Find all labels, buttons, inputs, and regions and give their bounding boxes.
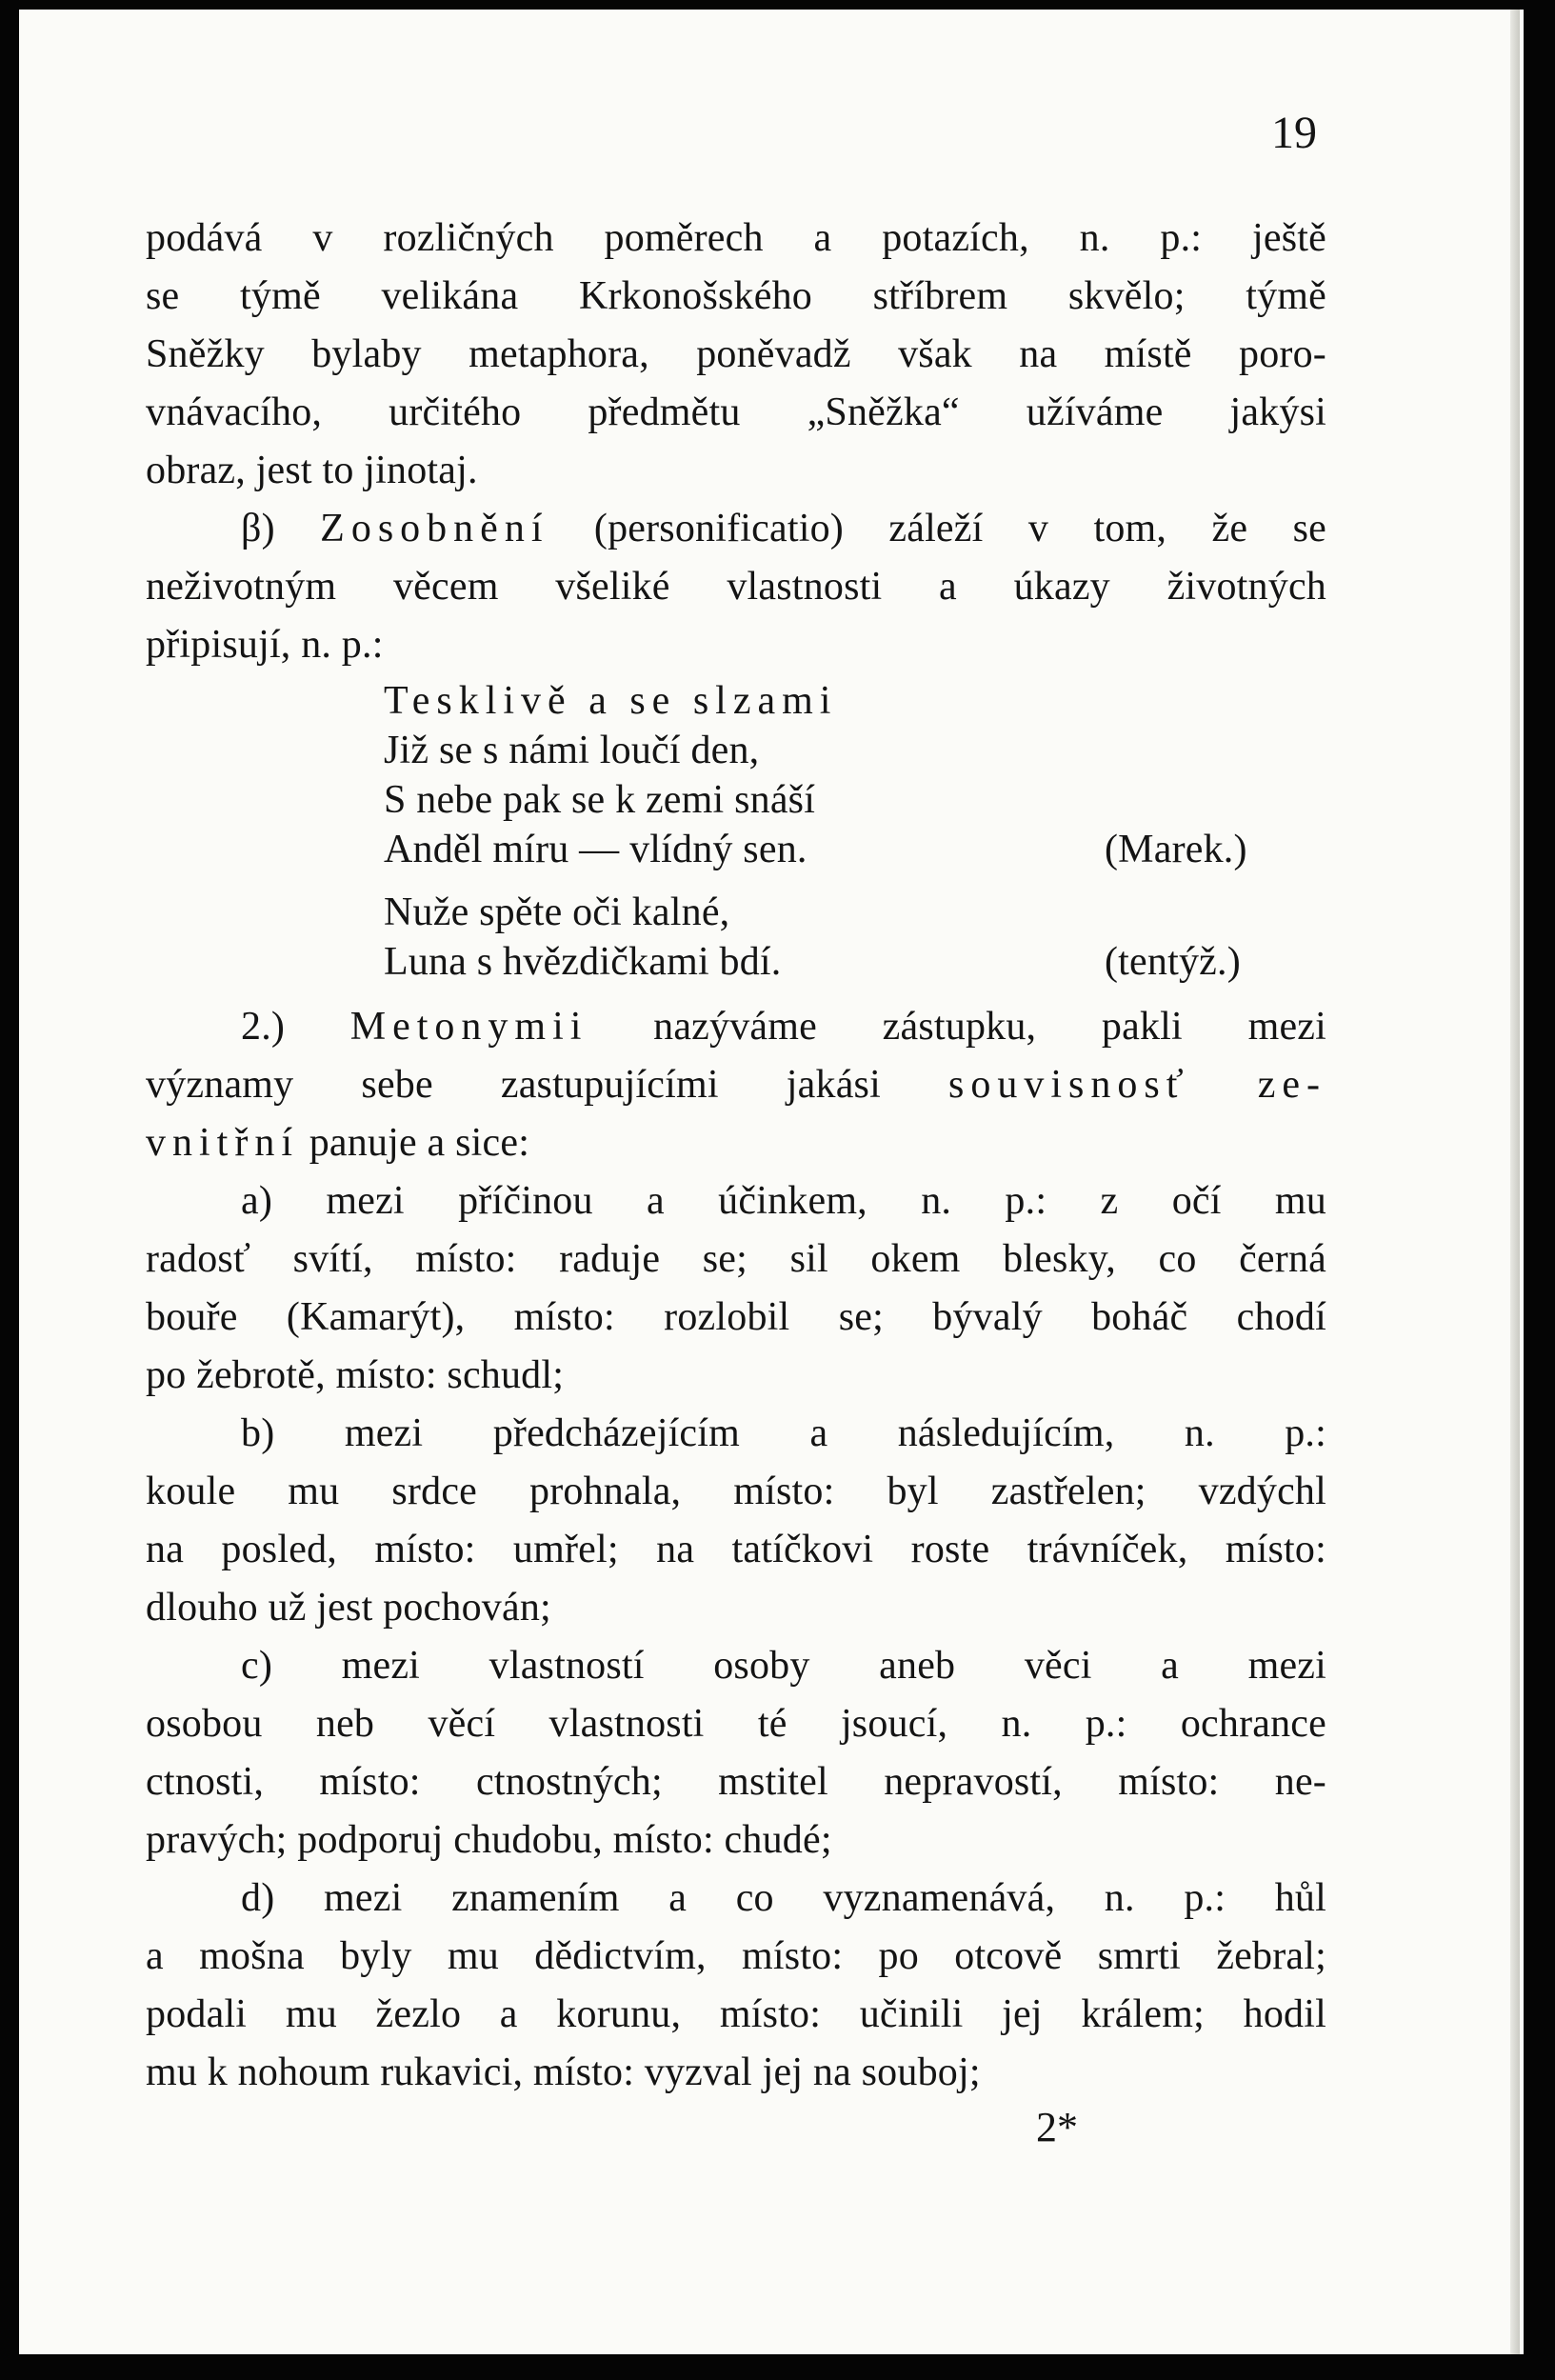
poem-text: Nuže spěte oči kalné, [384,890,730,934]
text-line: podává v rozličných poměrech a potazích, n. p.: ještě [146,216,1326,260]
text-line: osobou neb věcí vlastnosti té jsoucí, n. p.: ochrance [146,1702,1326,1746]
item-b [146,1405,1326,1637]
page-edge [1510,10,1520,2354]
section-number: 2.) [241,1005,286,1049]
term-metonymii: Metonymii [349,1005,588,1049]
text-line: se týmě velikána Krkonošského stříbrem skvělo; týmě [146,274,1326,318]
poem-text: Anděl míru — vlídný sen. [384,828,807,871]
text-line: neživotným věcem všeliké vlastnosti a úkazy životných [146,565,1326,609]
poem-line [384,888,1326,937]
text-segment: panuje a sice: [309,1121,530,1165]
text-segment: ze- [1257,1063,1326,1107]
text-line: a mošna byly mu dědictvím, místo: po otcově smrti žebral; [146,1934,1326,1978]
text-line: vnávacího, určitého předmětu „Sněžka“ užíváme jakýsi [146,390,1326,434]
text-line: po žebrotě, místo: schudl; [146,1353,565,1397]
text-segment: (personificatio) záleží v tom, že se [593,507,1326,550]
text-line: pravých; podporuj chudobu, místo: chudé; [146,1818,832,1862]
text-segment: významy sebe zastupujícími jakási [146,1063,881,1107]
item-c [146,1637,1326,1870]
intro-paragraph [146,210,1326,500]
poem-text: Tesklivě a se slzami [384,679,838,723]
text-line [146,1637,1326,1695]
item-label: d) [241,1876,275,1920]
text-line: mu k nohoum rukavici, místo: vyzval jej na souboj; [146,2050,981,2094]
text-segment: mezi znamením a co vyznamenává, n. p.: hůl [324,1876,1327,1920]
poem-attribution: (tentýž.) [1105,940,1241,984]
text-segment: mezi předcházejícím a následujícím, n. p.: [344,1411,1326,1455]
text-segment: mezi vlastností osoby aneb věci a mezi [341,1644,1326,1688]
item-label: b) [241,1411,275,1455]
text-line: připisují, n. p.: [146,623,384,667]
text-line [146,1056,1326,1114]
metonymy-paragraph [146,998,1326,1172]
page-body [146,210,1326,2102]
personification-paragraph [146,500,1326,674]
poem-line [384,775,1326,825]
item-d [146,1870,1326,2102]
text-line: obraz, jest to jinotaj. [146,449,478,492]
poem-line [384,825,1326,874]
item-label: c) [241,1644,273,1688]
poem-line [384,676,1326,726]
text-line [146,1114,1326,1172]
item-a [146,1172,1326,1405]
poem-quote [384,676,1326,987]
text-line: koule mu srdce prohnala, místo: byl zastřelen; vzdýchl [146,1470,1326,1513]
text-segment: mezi příčinou a účinkem, n. p.: z očí mu [326,1179,1326,1223]
text-line [146,500,1326,558]
poem-line [384,937,1326,987]
page-number: 19 [1271,108,1317,158]
item-label: a) [241,1179,273,1223]
text-line: ctnosti, místo: ctnostných; mstitel nepravostí, místo: ne- [146,1760,1326,1804]
poem-text: Luna s hvězdičkami bdí. [384,940,782,984]
term-vnitrni: vnitřní [146,1121,299,1165]
text-line: Sněžky bylaby metaphora, poněvadž však na místě poro- [146,332,1326,376]
text-line: dlouho už jest pochován; [146,1586,551,1630]
text-line: bouře (Kamarýt), místo: rozlobil se; bývalý boháč chodí [146,1295,1326,1339]
poem-text: Již se s námi loučí den, [384,729,760,772]
poem-text: S nebe pak se k zemi snáší [384,778,816,822]
text-line [146,1405,1326,1463]
term-zosobneni: Zosobnění [320,507,549,550]
text-line: podali mu žezlo a korunu, místo: učinili jej králem; hodil [146,1992,1326,2036]
text-line: radosť svítí, místo: raduje se; sil okem blesky, co černá [146,1237,1326,1281]
term-souvisnost: souvisnosť [948,1063,1190,1107]
text-line: na posled, místo: umřel; na tatíčkovi roste trávníček, místo: [146,1528,1326,1571]
poem-line [384,726,1326,775]
text-line [146,998,1326,1056]
text-segment: nazýváme zástupku, pakli mezi [653,1005,1327,1049]
text-line [146,1172,1326,1230]
signature-mark: 2* [1036,2104,1078,2150]
text-line [146,1870,1326,1928]
section-marker: β) [241,507,275,550]
poem-attribution: (Marek.) [1105,828,1247,871]
